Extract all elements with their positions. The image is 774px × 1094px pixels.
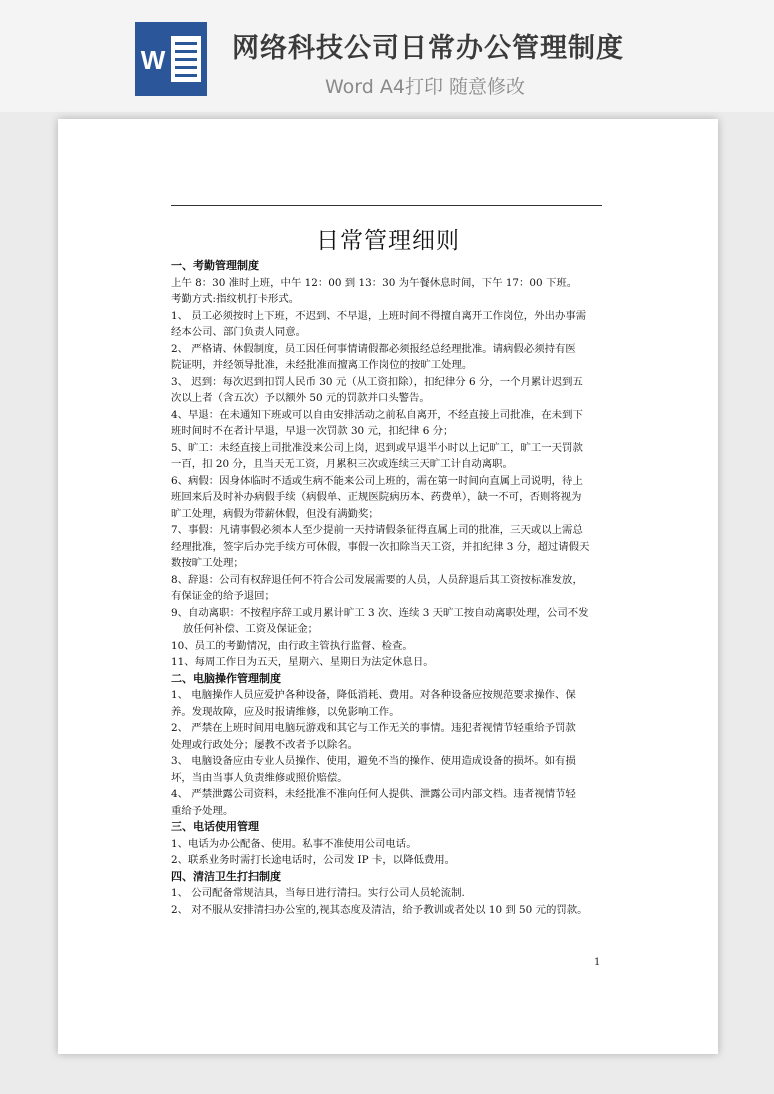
body-line: 坏，当由当事人负责维修或照价赔偿。 [171,771,348,784]
document-page [58,119,718,1054]
body-line: 3、 电脑设备应由专业人员操作、使用，避免不当的操作、使用造成设备的损坏。如有损 [171,755,576,767]
body-line: 4、 严禁泄露公司资料，未经批准不准向任何人提供、泄露公司内部文档。违者视情节轻 [171,788,576,800]
body-line: 次以上者（含五次）予以额外 50 元的罚款并口头警告。 [171,392,430,404]
body-line: 11、每周工作日为五天，星期六、星期日为法定休息日。 [171,656,434,668]
body-line: 2、联系业务时需打长途电话时，公司发 IP 卡，以降低费用。 [171,854,456,866]
body-line: 院证明，并经领导批准，未经批准而擅离工作岗位的按旷工处理。 [171,359,473,371]
body-line: 8、辞退：公司有权辞退任何不符合公司发展需要的人员，人员辞退后其工资按标准发放， [171,573,583,586]
document-body [171,258,603,918]
body-line: 5、旷工：未经直接上司批准没来公司上岗，迟到或早退半小时以上记旷工，旷工一天罚款 [171,441,583,454]
body-line: 7、事假：凡请事假必须本人至少提前一天持请假条征得直属上司的批准，三天或以上需总 [171,524,583,536]
body-line: 10、员工的考勤情况，由行政主管执行监督、检查。 [171,639,413,652]
body-line: 重给予处理。 [171,804,234,817]
svg-text:W: W [140,45,166,75]
banner [0,0,774,112]
body-line: 有保证金的给予退回； [171,590,275,602]
body-line: 班回来后及时补办病假手续（病假单、正规医院病历本、药费单），缺一不可，否则将视为 [171,491,582,503]
body-line: 旷工处理，病假为带薪休假，但没有满勤奖； [171,507,379,520]
body-line: 经本公司、部门负责人同意。 [171,326,307,338]
section-heading: 三、电话使用管理 [171,820,259,833]
body-line: 一百，扣 20 分，且当天无工资，月累积三次或连续三天旷工计自动离职。 [171,458,513,470]
body-line: 养。发现故障，应及时报请维修，以免影响工作。 [171,705,400,718]
body-line: 2、 严禁在上班时间用电脑玩游戏和其它与工作无关的事情。违犯者视情节轻重给予罚款 [171,722,576,734]
section-heading: 一、考勤管理制度 [171,259,259,272]
banner-title: 网络科技公司日常办公管理制度 [232,33,624,64]
body-line: 放任何补偿、工资及保证金； [183,623,319,635]
body-line: 考勤方式:指纹机打卡形式。 [171,293,300,305]
body-line: 上午 8：30 准时上班，中午 12：00 到 13：30 为午餐休息时间，下午 17：00 下班。 [171,276,578,289]
body-line: 1、电话为办公配备、使用。私事不准使用公司电话。 [171,837,417,850]
section-heading: 二、电脑操作管理制度 [171,671,281,685]
body-line: 1、 电脑操作人员应爱护各种设备，降低消耗、费用。对各种设备应按规范要求操作、保 [171,689,576,701]
body-line: 1、 员工必须按时上下班，不迟到、不早退，上班时间不得擅自离开工作岗位，外出办事需 [171,309,587,322]
body-line: 1、 公司配备常规洁具，当每日进行清扫。实行公司人员轮流制. [171,887,465,899]
body-line: 6、病假：因身体临时不适或生病不能来公司上班的，需在第一时间向直属上司说明，待上 [171,474,583,487]
body-line: 班时间时不在者计早退，早退一次罚款 30 元，扣纪律 6 分； [171,425,454,437]
body-line: 数按旷工处理； [171,557,244,569]
word-document-icon [135,22,207,96]
body-line: 经理批准，签字后办完手续方可休假，事假一次扣除当天工资，并扣纪律 3 分，超过请假天 [171,540,590,553]
banner-subtitle: Word A4打印 随意修改 [325,76,526,98]
body-line: 3、 迟到：每次迟到扣罚人民币 30 元（从工资扣除），扣纪律分 6 分，一个月累计迟到五 [171,375,583,388]
section-heading: 四、清洁卫生打扫制度 [171,869,281,883]
body-line: 处理或行政处分；屡教不改者予以除名。 [171,738,359,751]
body-line: 2、 对不服从安排清扫办公室的,视其态度及清洁，给予教训或者处以 10 到 50 元的罚款。 [171,903,588,916]
body-line: 9、自动离职：不按程序辞工或月累计旷工 3 次、连续 3 天旷工按自动离职处理，公司不发 [171,606,589,619]
body-line: 4、早退：在未通知下班或可以自由安排活动之前私自离开，不经直接上司批准，在未到下 [171,408,583,421]
page-number: 1 [594,957,601,968]
document-title: 日常管理细则 [316,228,460,254]
header-rule [171,205,602,206]
body-line: 2、 严格请、休假制度，员工因任何事情请假都必须报经总经理批准。请病假必须持有医 [171,342,576,355]
